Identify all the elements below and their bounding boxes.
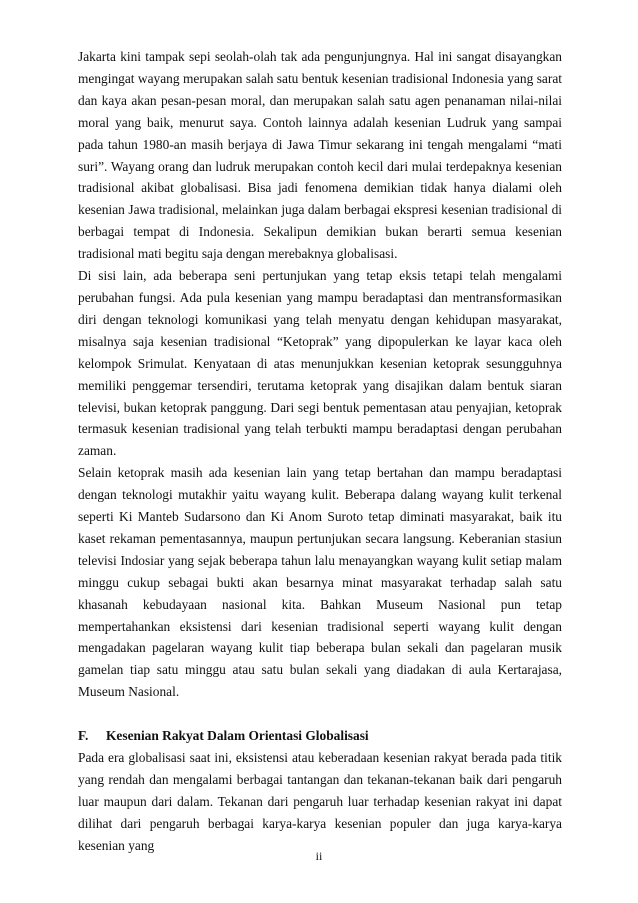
paragraph: Jakarta kini tampak sepi seolah-olah tak ada pengunjungnya. Hal ini sangat disayangkan mengingat wayang merupakan salah satu bentuk kesenian tradisional Indonesia yang sarat dan kaya akan pesan-pesan moral, dan merupakan salah satu agen penanaman nilai-nilai moral yang baik, menurut saya. Contoh lainnya adalah kesenian Ludruk yang sampai pada tahun 1980-an masih berjaya di Jawa Timur sekarang ini tengah mengalami “mati suri”. Wayang orang dan ludruk merupakan contoh kecil dari mulai terdepaknya kesenian tradisional akibat globalisasi. Bisa jadi fenomena demikian tidak hanya dialami oleh kesenian Jawa tradisional, melainkan juga dalam berbagai ekspresi kesenian tradisional di berbagai tempat di Indonesia. Sekalipun demikian bukan berarti semua kesenian tradisional mati begitu saja dengan merebaknya globalisasi. (78, 49, 562, 262)
section-number: F. (78, 728, 89, 744)
section-title: Kesenian Rakyat Dalam Orientasi Globalisasi (106, 728, 369, 744)
spacer (78, 703, 562, 725)
paragraph: Selain ketoprak masih ada kesenian lain yang tetap bertahan dan mampu beradaptasi dengan teknologi mutakhir yaitu wayang kulit. Beberapa dalang wayang kulit terkenal seperti Ki Manteb Sudarsono dan Ki Anom Suroto tetap diminati masyarakat, baik itu kaset rekaman pementasannya, maupun pertunjukan secara langsung. Keberanian stasiun televisi Indosiar yang sejak beberapa tahun lalu menayangkan wayang kulit setiap malam minggu cukup sebagai bukti akan besarnya minat masyarakat terhadap salah satu khasanah kebudayaan nasional kita. Bahkan Museum Nasional pun tetap mempertahankan eksistensi dari kesenian tradisional seperti wayang kulit dengan mengadakan pagelaran wayang kulit tiap beberapa bulan sekali dan pagelaran musik gamelan tiap satu minggu atau satu bulan sekali yang diadakan di aula Kertarajasa, Museum Nasional. (78, 465, 562, 700)
page-number: ii (315, 849, 323, 863)
document-body (78, 46, 562, 857)
paragraph: Pada era globalisasi saat ini, eksistensi atau keberadaan kesenian rakyat berada pada titik yang rendah dan mengalami berbagai tantangan dan tekanan-tekanan baik dari pengaruh luar maupun dari dalam. Tekanan dari pengaruh luar terhadap kesenian rakyat ini dapat dilihat dari pengaruh berbagai karya-karya kesenian populer dan juga karya-karya kesenian yang (78, 750, 562, 853)
paragraph: Di sisi lain, ada beberapa seni pertunjukan yang tetap eksis tetapi telah mengalami perubahan fungsi. Ada pula kesenian yang mampu beradaptasi dan mentransformasikan diri dengan teknologi komunikasi yang telah menyatu dengan kehidupan masyarakat, misalnya saja kesenian tradisional “Ketoprak” yang dipopulerkan ke layar kaca oleh kelompok Srimulat. Kenyataan di atas menunjukkan kesenian ketoprak sesungguhnya memiliki penggemar tersendiri, terutama ketoprak yang disajikan dalam bentuk siaran televisi, bukan ketoprak panggung. Dari segi bentuk pementasan atau penyajian, ketoprak termasuk kesenian tradisional yang telah terbukti mampu beradaptasi dengan perubahan zaman. (78, 268, 562, 459)
section-heading (78, 725, 562, 747)
